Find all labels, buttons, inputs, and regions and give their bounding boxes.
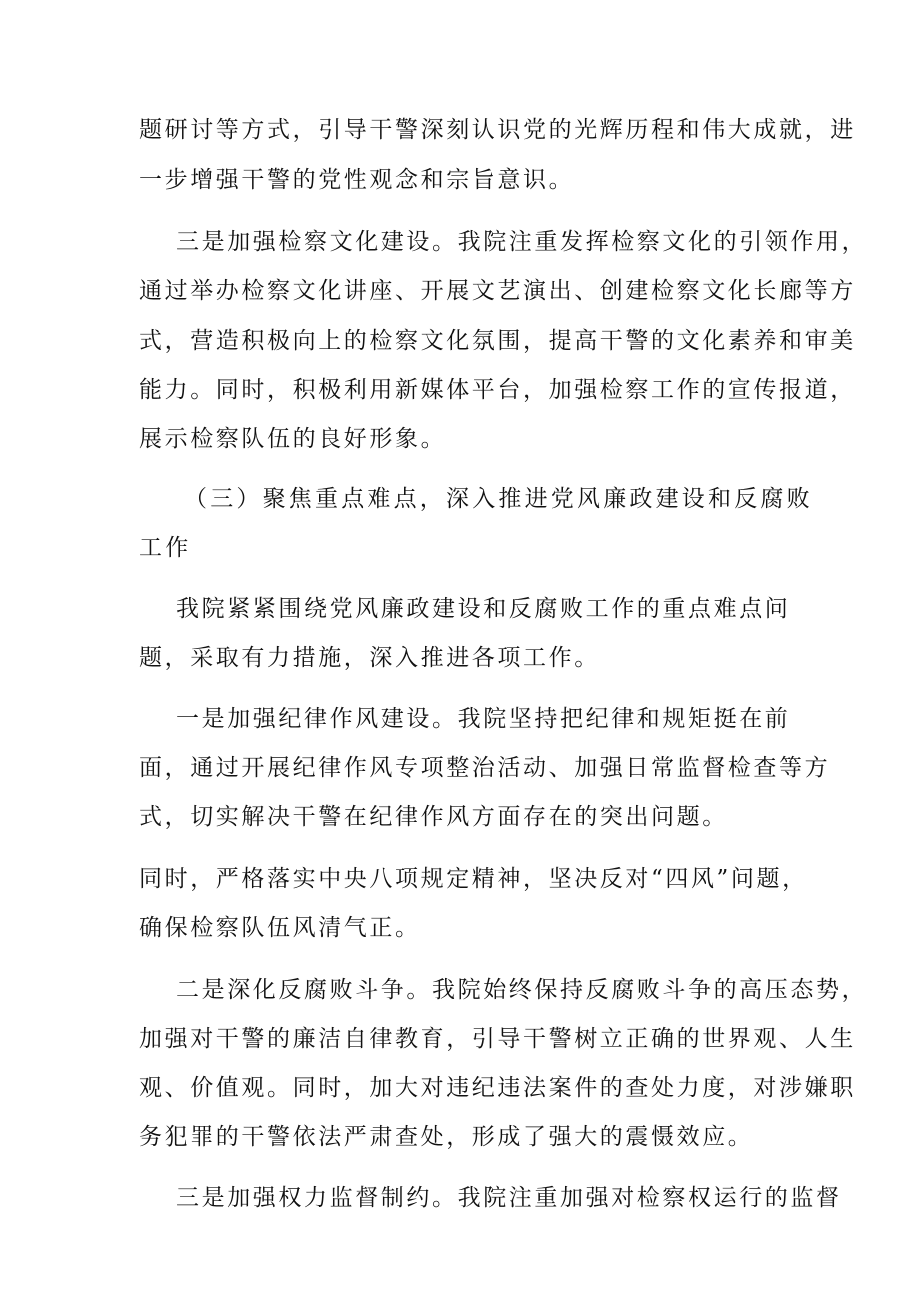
text-line: 能力。同时，积极利用新媒体平台，加强检察工作的宣传报道， xyxy=(139,377,856,403)
text-line: 加强对干警的廉洁自律教育，引导干警树立正确的世界观、人生 xyxy=(139,1026,856,1052)
text-line: 题研讨等方式，引导干警深刻认识党的光辉历程和伟大成就，进 xyxy=(139,117,856,143)
text-line: 务犯罪的干警依法严肃查处，形成了强大的震慑效应。 xyxy=(139,1124,754,1150)
text-line: 一是加强纪律作风建设。我院坚持把纪律和规矩挺在前 xyxy=(176,706,791,732)
text-line: 观、价值观。同时，加大对违纪违法案件的查处力度，对涉嫌职 xyxy=(139,1075,856,1101)
text-line: 式，切实解决干警在纪律作风方面存在的突出问题。 xyxy=(139,804,728,830)
text-line: 三是加强权力监督制约。我院注重加强对检察权运行的监督 xyxy=(176,1185,842,1211)
text-line: 确保检察队伍风清气正。 xyxy=(139,915,421,941)
text-line: 面，通过开展纪律作风专项整治活动、加强日常监督检查等方 xyxy=(139,755,831,781)
text-line: 展示检察队伍的良好形象。 xyxy=(139,426,447,452)
section-heading: 工作 xyxy=(139,535,192,561)
text-line: 同时，严格落实中央八项规定精神，坚决反对“四风”问题， xyxy=(139,866,808,892)
text-line: 二是深化反腐败斗争。我院始终保持反腐败斗争的高压态势， xyxy=(176,977,868,1003)
text-line: 我院紧紧围绕党风廉政建设和反腐败工作的重点难点问 xyxy=(176,596,791,622)
text-line: 三是加强检察文化建设。我院注重发挥检察文化的引领作用， xyxy=(176,229,868,255)
text-line: 题，采取有力措施，深入推进各项工作。 xyxy=(139,645,600,671)
text-line: 通过举办检察文化讲座、开展文艺演出、创建检察文化长廊等方 xyxy=(139,278,856,304)
section-heading: （三）聚焦重点难点，深入推进党风廉政建设和反腐败 xyxy=(184,486,813,512)
text-line: 式，营造积极向上的检察文化氛围，提高干警的文化素养和审美 xyxy=(139,328,856,354)
text-line: 一步增强干警的党性观念和宗旨意识。 xyxy=(139,167,575,193)
